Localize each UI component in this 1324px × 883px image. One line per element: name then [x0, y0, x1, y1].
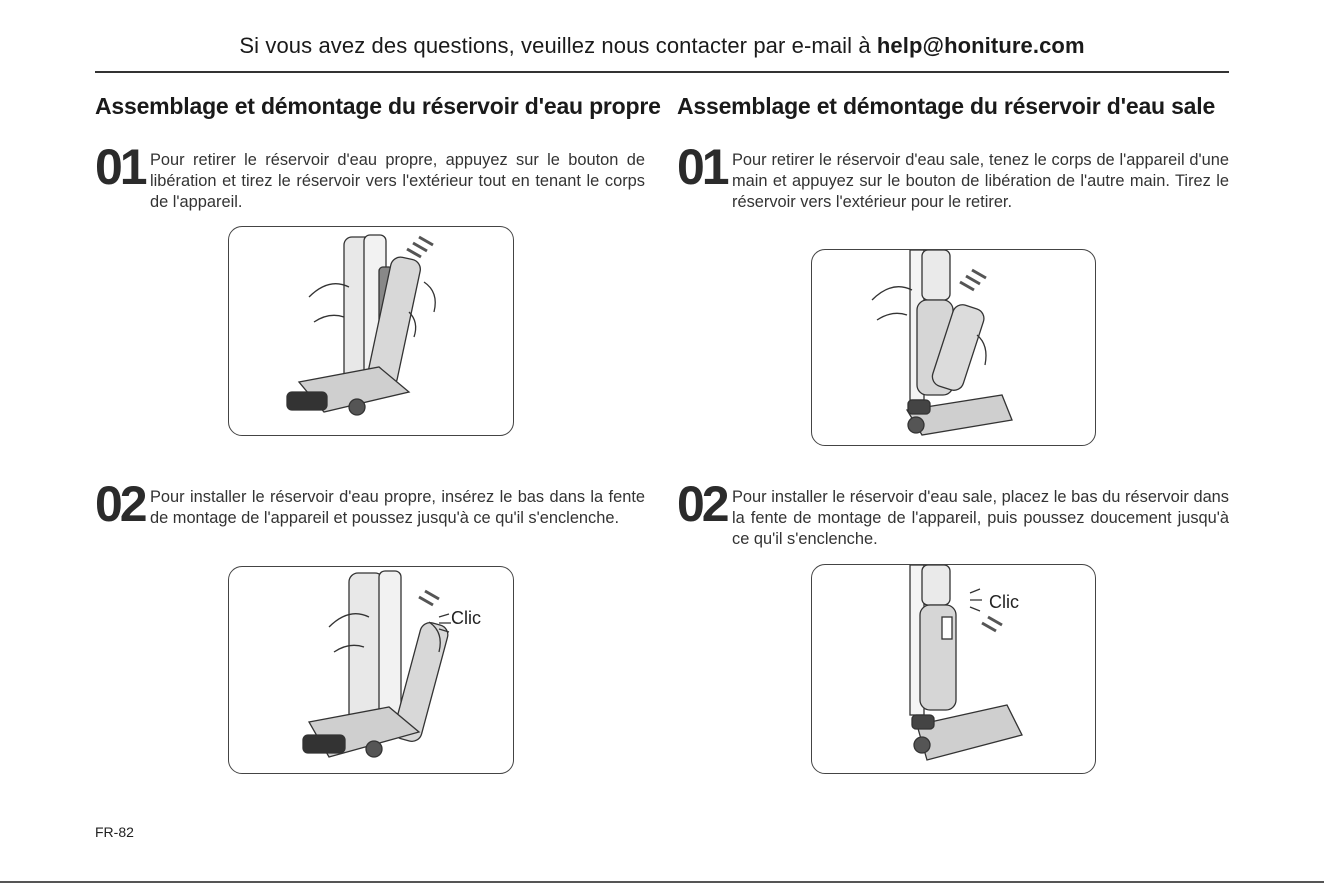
clic-label: Clic — [451, 608, 481, 628]
step-number: 02 — [677, 476, 727, 532]
step-number: 01 — [677, 139, 727, 195]
step-text: Pour installer le réservoir d'eau propre, insérez le bas dans la fente de montage de l'appareil et poussez jusqu'à ce qu'il s'enclenche. — [150, 488, 645, 527]
header-divider — [95, 71, 1229, 73]
clic-label: Clic — [989, 592, 1019, 612]
clean-step-1 — [95, 139, 645, 211]
contact-email[interactable]: help@honiture.com — [876, 33, 1085, 58]
dirty-step-2 — [677, 476, 1229, 548]
clean-tank-install-illustration — [228, 566, 514, 774]
dirty-tank-removal-illustration — [811, 249, 1096, 446]
step-text: Pour installer le réservoir d'eau sale, placez le bas du réservoir dans la fente de montage de l'appareil, puis poussez doucement jusqu'à ce qu'il s'enclenche. — [732, 488, 1229, 548]
clean-step-2 — [95, 476, 645, 547]
step-number: 02 — [95, 476, 145, 532]
dirty-tank-section — [677, 93, 1229, 120]
page-header — [95, 33, 1229, 59]
header-text: Si vous avez des questions, veuillez nous contacter par e-mail à — [239, 33, 877, 58]
step-text: Pour retirer le réservoir d'eau propre, appuyez sur le bouton de libération et tirez le réservoir vers l'extérieur tout en tenant le corps de l'appareil. — [150, 151, 645, 211]
step-number: 01 — [95, 139, 145, 195]
clean-tank-title: Assemblage et démontage du réservoir d'eau propre — [95, 93, 661, 119]
dirty-tank-install-illustration — [811, 564, 1096, 774]
page-number: FR-82 — [95, 824, 134, 840]
dirty-tank-title: Assemblage et démontage du réservoir d'eau sale — [677, 93, 1216, 119]
step-text: Pour retirer le réservoir d'eau sale, tenez le corps de l'appareil d'une main et appuyez sur le bouton de libération de l'autre main. Tirez le réservoir vers l'extérieur pour le retirer. — [732, 151, 1229, 211]
clean-tank-removal-illustration — [228, 226, 514, 436]
clean-tank-section — [95, 93, 661, 120]
dirty-step-1 — [677, 139, 1229, 230]
